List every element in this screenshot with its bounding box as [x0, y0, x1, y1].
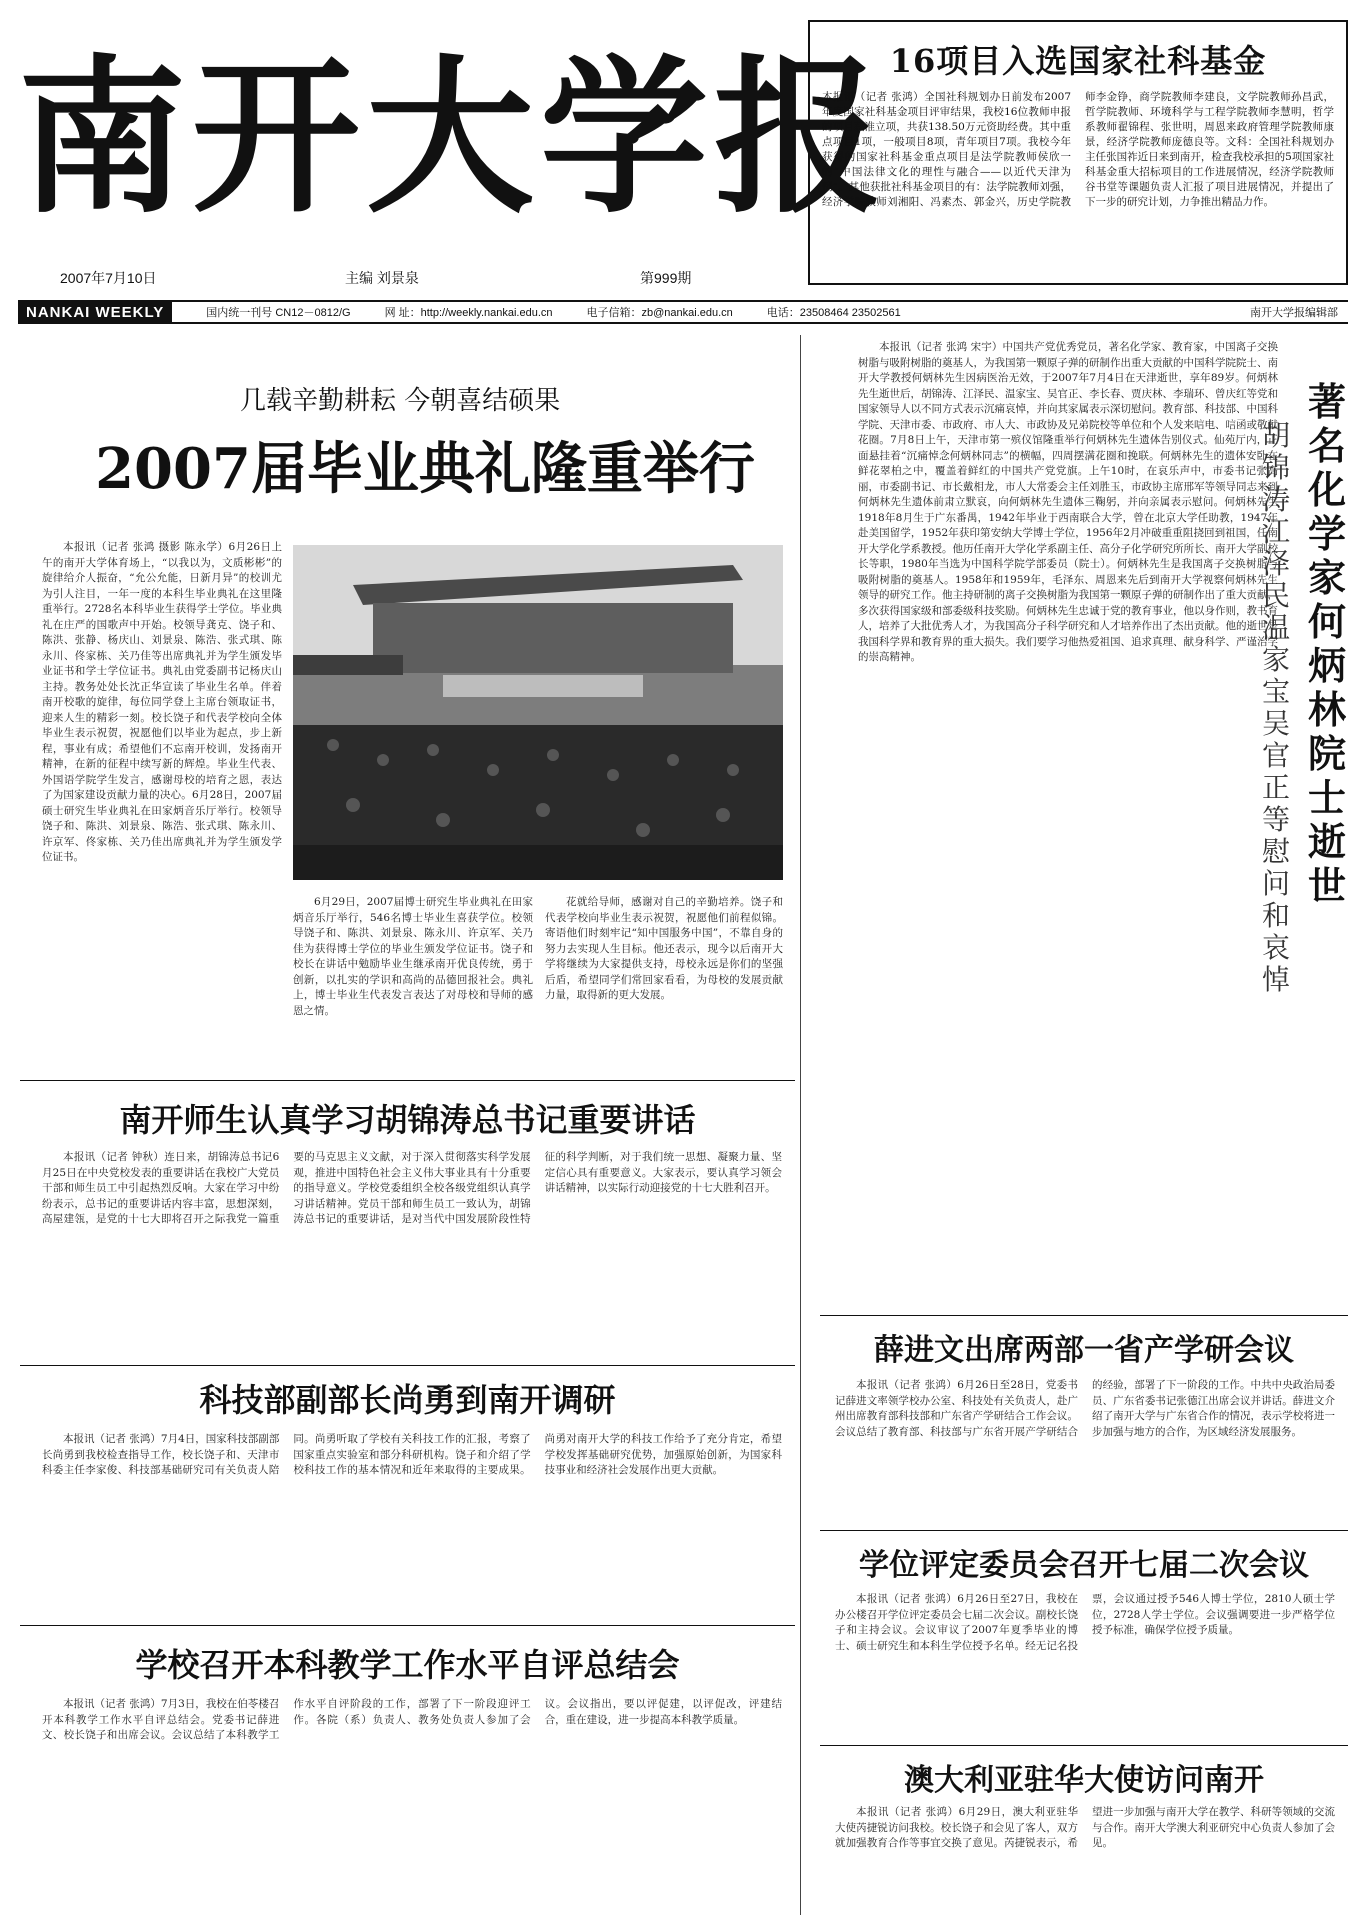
divider-story3	[820, 1315, 1348, 1316]
issue-date: 2007年7月10日	[60, 270, 157, 286]
masthead-title: 南开大学报	[18, 38, 888, 236]
main-col2-text: 6月29日，2007届博士研究生毕业典礼在田家炳音乐厅举行，546名博士毕业生喜获学位。校领导饶子和、陈洪、刘景泉、陈永川、许京军、关乃佳为获得博士学位的毕业生颁发学位证书。饶子和校长在讲话中勉励毕业生继承南开优良传统，勇于创新，以扎实的学识和高尚的品德回报社会。典礼上，博士毕业生代表发言表达了对母校和导师的感恩之情。	[293, 896, 533, 1017]
stadium-photo-illustration	[293, 545, 783, 880]
story5-text: 本报讯（记者 张鸿）6月26日至27日，我校在办公楼召开学位评定委员会七届二次会议。副校长饶子和主持会议。会议审议了2007年夏季毕业的博士、硕士研究生和本科生学位授予名单。经无记名投票，会议通过授予546人博士学位，2810人硕士学位，2728人学士学位。会议强调要进一步严格学位授予标准，确保学位授予质量。	[835, 1593, 1335, 1652]
story3-headline: 薛进文出席两部一省产学研会议	[874, 1333, 1294, 1368]
story3-body	[835, 1378, 1335, 1518]
story7-text: 本报讯（记者 张鸿）6月29日，澳大利亚驻华大使芮捷锐访问我校。校长饶子和会见了客人，双方就加强教育合作等事宜交换了意见。芮捷锐表示，希望进一步加强与南开大学在教学、科研等领域的交流与合作。南开大学澳大利亚研究中心负责人参加了会见。	[835, 1806, 1335, 1849]
divider-story5	[820, 1530, 1348, 1531]
story6-body	[42, 1697, 782, 1907]
editorial-dept: 南开大学报编辑部	[1250, 307, 1338, 319]
main-col3-text: 花就给导师，感谢对自己的辛勤培养。饶子和代表学校向毕业生表示祝贺，祝愿他们前程似锦。寄语他们时刻牢记“知中国服务中国”，不靠自身的努力去实现人生目标。他还表示，现今以后南开大学将继续为大家提供支持，母校永远是你们的坚强后盾，希望同学们常回家看看，为母校的发展贡献力量，取得新的更大发展。	[545, 896, 783, 1001]
issue-number: 第999期	[640, 270, 692, 286]
divider-story7	[820, 1745, 1348, 1746]
story2-body	[42, 1150, 782, 1350]
story4-body	[42, 1432, 782, 1612]
story6-headline: 学校召开本科教学工作水平自评总结会	[135, 1646, 680, 1684]
english-name: NANKAI WEEKLY	[18, 302, 172, 322]
main-body-col2	[293, 895, 533, 1065]
column-divider	[800, 335, 801, 1915]
story2-headline: 南开师生认真学习胡锦涛总书记重要讲话	[119, 1101, 696, 1139]
website-url[interactable]: 网 址：http://weekly.nankai.edu.cn	[384, 307, 553, 319]
main-body-col1	[42, 540, 282, 1065]
info-bar	[18, 300, 1348, 324]
main-headline: 2007届毕业典礼隆重举行	[95, 436, 755, 502]
story6-text: 本报讯（记者 张鸿）7月3日，我校在伯苓楼召开本科教学工作水平自评总结会。党委书记薛进文、校长饶子和出席会议。会议总结了本科教学工作水平自评阶段的工作，部署了下一阶段迎评工作。各院（系）负责人、教务处负责人参加了会议。会议指出，要以评促建，以评促改，评建结合，重在建设，进一步提高本科教学质量。	[42, 1698, 782, 1741]
story2-text: 本报讯（记者 钟秋）连日来，胡锦涛总书记6月25日在中央党校发表的重要讲话在我校广大党员干部和师生员工中引起热烈反响。大家在学习中纷纷表示，总书记的重要讲话内容丰富，思想深刻，高屋建瓴，是党的十七大即将召开之际我党一篇重要的马克思主义文献，对于深入贯彻落实科学发展观，推进中国特色社会主义伟大事业具有十分重要的指导意义。学校党委组织全校各级党组织认真学习讲话精神。党员干部和师生员工一致认为，胡锦涛总书记的重要讲话，是对当代中国发展阶段性特征的科学判断，对于我们统一思想、凝聚力量、坚定信心具有重要意义。大家表示，要认真学习领会讲话精神，以实际行动迎接党的十七大胜利召开。	[42, 1151, 782, 1225]
ceremony-photo	[293, 545, 783, 880]
divider-story4	[20, 1365, 795, 1366]
story7-body	[835, 1805, 1335, 1915]
right-story-headline: 著名化学家何炳林院士逝世	[1307, 379, 1346, 908]
top-news-headline: 16项目入选国家社科基金	[889, 42, 1267, 80]
story3-text: 本报讯（记者 张鸿）6月26日至28日，党委书记薛进文率领学校办公室、科技处有关负责人，赴广州出席教育部科技部和广东省产学研结合工作会议。会议总结了教育部、科技部与广东省开展产学研结合的经验，部署了下一阶段的工作。中共中央政治局委员、广东省委书记张德江出席会议并讲话。薛进文介绍了南开大学与广东省合作的情况，表示学校将进一步加强与地方的合作，为区域经济发展服务。	[835, 1379, 1335, 1438]
story7-headline: 澳大利亚驻华大使访问南开	[904, 1763, 1264, 1798]
main-kicker: 几载辛勤耕耘 今朝喜结硕果	[240, 386, 561, 416]
cn-number: 国内统一刊号 CN12－0812/G	[206, 307, 351, 319]
chief-editor: 主编 刘景泉	[345, 270, 419, 286]
top-news-body: 本报讯（记者 张鸿）全国社科规划办日前发布2007年度国家社科基金项目评审结果，我校16位教师申报的项目获准立项，共获138.50万元资助经费。其中重点项目1项，一般项目8项，青年项目7项。我校今年获得的国家社科基金重点项目是法学院教师侯欣一的“中国法律文化的理性与融合——以近代天津为例”。其他获批社科基金项目的有：法学院教师刘强，经济学院教师刘湘阳、冯素杰、郭金兴，历史学院教师李金铮，商学院教师李建良，文学院教师孙昌武，哲学院教师、环境科学与工程学院教师李慧明，哲学系教师翟锦程、张世明，周恩来政府管理学院教师康景，经济学院教师庞德良等。文科：全国社科规划办主任张国祚近日来到南开，检查我校承担的5项国家社科基金重大招标项目的工作进展情况，经济学院教师谷书堂等课题负责人汇报了项目进展情况，并提出了下一步的研究计划，力争推出精品力作。	[822, 91, 1334, 208]
phone-number: 电话：23508464 23502561	[766, 307, 901, 319]
story5-headline: 学位评定委员会召开七届二次会议	[859, 1548, 1309, 1583]
email-address[interactable]: 电子信箱：zb@nankai.edu.cn	[586, 307, 733, 319]
right-story-body	[858, 340, 1278, 1320]
story4-text: 本报讯（记者 张鸿）7月4日，国家科技部副部长尚勇到我校检查指导工作，校长饶子和、天津市科委主任李家俊、科技部基础研究司有关负责人陪同。尚勇听取了学校有关科技工作的汇报，考察了国家重点实验室和部分科研机构。饶子和介绍了学校科技工作的基本情况和近年来取得的主要成果。尚勇对南开大学的科技工作给予了充分肯定，希望学校发挥基础研究优势，加强原始创新，为国家科技事业和经济社会发展作出更大贡献。	[42, 1433, 782, 1476]
right-story-subhead: 胡锦涛江泽民温家宝吴官正等慰问和哀悼	[1262, 419, 1291, 996]
right-story-text: 本报讯（记者 张鸿 宋宇）中国共产党优秀党员，著名化学家、教育家，中国离子交换树脂与吸附树脂的奠基人，为我国第一颗原子弹的研制作出重大贡献的中国科学院院士、南开大学教授何炳林先生因病医治无效，于2007年7月4日在天津逝世，享年89岁。何炳林先生逝世后，胡锦涛、江泽民、温家宝、吴官正、李长春、贾庆林、李瑞环、曾庆红等党和国家领导人以不同方式表示沉痛哀悼，并向其家属表示深切慰问。教育部、科技部、中国科学院、天津市委、市政府、市人大、市政协及兄弟院校等单位和个人发来唁电、唁函或敬献花圈。7月8日上午，天津市第一殡仪馆隆重举行何炳林先生遗体告别仪式。仙苑厅内，正面悬挂着“沉痛悼念何炳林同志”的横幅，四周摆满花圈和挽联。何炳林先生的遗体安卧在鲜花翠柏之中，覆盖着鲜红的中国共产党党旗。上午10时，在哀乐声中，市委书记张高丽，市委副书记、市长戴相龙，市人大常委会主任刘胜玉，市政协主席邢军等领导同志来到何炳林先生遗体前肃立默哀，向何炳林先生遗体三鞠躬，并向亲属表示慰问。何炳林先生1918年8月生于广东番禺，1942年毕业于西南联合大学，曾在北京大学任助教，1947年赴美国留学，1952年获印第安纳大学博士学位，1956年2月冲破重重阻挠回到祖国，任南开大学化学系教授。他历任南开大学化学系副主任、高分子化学研究所所长、南开大学副校长等职，1980年当选为中国科学院学部委员（院士）。何炳林先生是我国离子交换树脂与吸附树脂的奠基人。1958年和1959年，毛泽东、周恩来先后到南开大学视察何炳林先生领导的研究工作。他主持研制的离子交换树脂为我国第一颗原子弹的研制作出了重大贡献，多次获得国家级和部委级科技奖励。何炳林先生忠诚于党的教育事业，他以身作则，教书育人，培养了大批优秀人才，为我国高分子科学研究和人才培养作出了杰出贡献。他的逝世是我国科学界和教育界的重大损失。我们要学习他热爱祖国、追求真理、献身科学、严谨治学的崇高精神。	[858, 341, 1278, 663]
story4-headline: 科技部副部长尚勇到南开调研	[199, 1381, 616, 1419]
divider-story2	[20, 1080, 795, 1081]
divider-story6	[20, 1625, 795, 1626]
main-col1-text: 本报讯（记者 张鸿 摄影 陈永学）6月26日上午的南开大学体育场上，“以我以为，文质彬彬”的旋律给介人振奋，“允公允能，日新月异”的校训尤为引人注目，一年一度的本科生毕业典礼在这里隆重举行。2728名本科毕业生获得学士学位。毕业典礼在庄严的国歌声中开始。校领导龚克、饶子和、陈洪、张静、杨庆山、刘景泉、陈浩、张式琪、陈永川、佟家栋、关乃佳等出席典礼并为学生颁发毕业证书和学士学位证书。典礼由党委副书记杨庆山主持。教务处处长沈正华宣读了毕业生名单。伴着南开校歌的旋律，每位同学登上主席台领取证书，迎来人生的精彩一刻。校长饶子和代表学校向全体毕业生表示祝贺，祝愿他们以毕业为起点，步上新程，事业有成；希望他们不忘南开校训，发扬南开精神，在新的征程中续写新的辉煌。毕业生代表、外国语学院学生发言，感谢母校的培育之恩，表达了为国家建设贡献力量的决心。6月28日，2007届硕士研究生毕业典礼在田家炳音乐厅举行。校领导饶子和、陈洪、刘景泉、陈浩、张式琪、陈永川、许京军、佟家栋、关乃佳出席典礼并为学生颁发学位证书。	[42, 541, 282, 863]
main-body-col3	[545, 895, 783, 1065]
story5-body	[835, 1592, 1335, 1732]
top-news-box	[808, 20, 1348, 285]
